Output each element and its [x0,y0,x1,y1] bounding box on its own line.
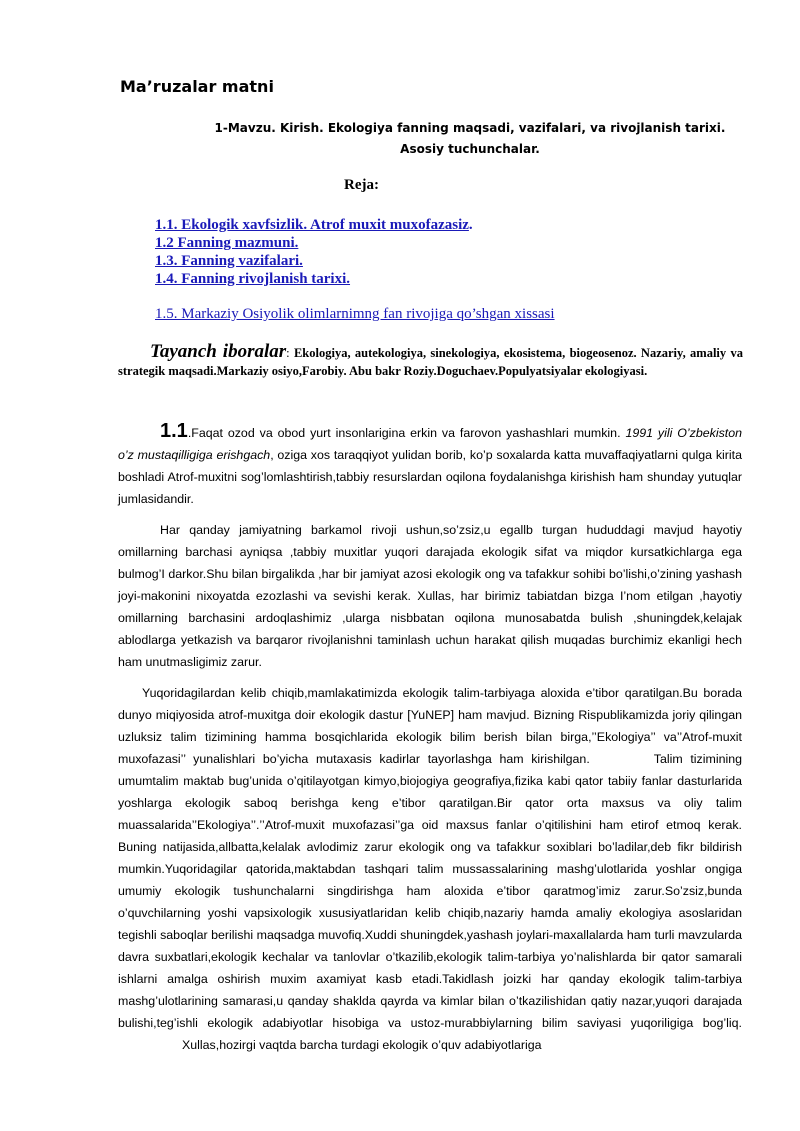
plan-link-1-5[interactable]: 1.5. Markaziy Osiyolik olimlarnimng fan rivojiga qo’shgan xissasi [155,306,555,322]
paragraph-1-end: , oziga xos taraqqiyot yulidan borib, ko’p soxalarda katta muvaffaqiyatlarni qulga kirita boshladi Atrof-muxitni sog’lomlashtirish,tabbiy resurslardan oqilona foydalanishga kirishish ham shunday yutuqlar jumlasidandir. [118,448,742,506]
paragraph-2: Har qanday jamiyatning barkamol rivoji ushun,so’zsiz,u egallb turgan hududdagi mavjud hayotiy omillarning barchasi ayniqsa ,tabbiy muxitlar yuqori darajada ekologik sifat va miqdor kursatkichlarga ega bulmog’I darkor.Shu bilan birgalikda ,har bir jamiyat azosi ekologik ong va tafakkur sohibi bo’lishi,o’zining yashash joyi-makonini nixoyatda ezozlashi va sevishi kerak. Xullas, har birimiz tabiatdan bizga I’nom etilgan ,hayotiy omillarning barchasini ardoqlashimiz ,ularga nisbbatan oqilona munosabatda bulish ,shuningdek,kelajak ablodlarga yetkazish va barqaror rivojlanishni taminlash uchun harakat qilish muqadas burchimiz ekanligi hech ham unutmasligimiz zarur. [118,523,742,669]
plan-link-1-1-label: 1.1. Ekologik xavfsizlik. Atrof muxit muxofazasiz [155,217,469,233]
key-terms [118,343,743,380]
paragraph-1-italic: 1991 yili O’zbekiston o’z mustaqilligiga erishgach [118,426,743,462]
plan-heading: Reja: [344,177,379,193]
plan-link-1-2[interactable]: 1.2 Fanning mazmuni. [155,235,299,251]
key-terms-colon: : [286,346,294,360]
plan-link-1-4[interactable]: 1.4. Fanning rivojlanish tarixi. [155,271,351,287]
plan-link-1-1-dot: . [468,217,473,233]
plan-list [155,216,555,323]
plan-link-1-3[interactable]: 1.3. Fanning vazifalari. [155,253,303,269]
page-title: Ma’ruzalar matni [120,77,274,96]
paragraph-1 [118,420,742,510]
key-terms-label: Tayanch iboralar [150,341,287,362]
paragraph-3-part-c: Xullas,hozirgi vaqtda barcha turdagi ekologik o’quv adabiyotlariga [182,1038,542,1052]
section-number: 1.1 [160,420,188,442]
paragraph-1-start: .Faqat ozod va obod yurt insonlarigina erkin va farovon yashashlari mumkin. [187,426,626,440]
paragraph-3-part-a: Yuqoridagilardan kelib chiqib,mamlakatimizda ekologik talim-tarbiyaga aloxida e’tibor qaratilgan.Bu borada dunyo miqiyosida atrof-muxitga doir ekologik dastur [YuNEP] ham mavjud. Bizning Rispublikamizda joriy qilingan uzluksiz talim tizimining hamma bosqichlarida ekologik bilim berish bilan birga,’’Ekologiya’’ va’’Atrof-muxit muxofazasi’’ yunalishlari bo’yicha mutaxasis kadirlar tayorlashga ham kirishilgan. [118,686,742,766]
key-terms-text: Ekologiya, autekologiya, sinekologiya, ekosistema, biogeosenoz. Nazariy, amaliy va strategik maqsadi.Markaziy osiyo,Farobiy. Abu bakr Roziy.Doguchaev.Populyatsiyalar ekologiyasi. [118,346,743,378]
plan-link-1-1[interactable] [155,216,555,234]
paragraph-3 [118,682,742,1056]
paragraph-3-part-b: Talim tizimining umumtalim maktab bug’unida o’qitilayotgan kimyo,biojogiya geografiya,fizika kabi qator tabiiy fanlar dasturlarida yoshlarga ekologik saboq berishga keng e’tibor qaratilgan.Bir qator orta maxsus va oliy talim muassalarida’’Ekologiya’’.’’Atrof-muxit muxofazasi’’ga oid maxsus fanlar o’qitilishini ham etirof etmoq kerak. Buning natijasida,allbatta,kelalak avlodimiz zarur ekologik ong va tafakkur soxiblari bo’ladilar,deb fikr bildirish mumkin.Yuqoridagilar qatorida,maktabdan tashqari talim mussassalarining mashg’ulotlarida yoshlar ongiga umumiy ekologik tushunchalarni singdirishga ham aloxida e’tibor qaratmog’imiz zarur.So’zsiz,bunda o’quvchilarning yoshi vapsixologik xususiyatlaridan kelib chiqib,nazariy hamda amaliy ekologiya asoslaridan tegishli saboqlar berilishi maqsadga muvofiq.Xuddi shuningdek,yashash joylari-maxallalarda ham turli mavzularda davra suxbatlari,ekologik kechalar va tanlovlar o’tkazilib,ekologik talim-tarbiya yo’nalishlarda bir qator samarali ishlarni amalga oshirish muxim axamiyat kasb etadi.Takidlash joizki har qanday ekologik talim-tarbiya mashg’ulotlarining samarasi,u qanday shaklda qayrda va kimlar bilan o’tkazilishidan qatiy nazar,yuqori darajada bulishi,teg’ishli ekologik adabiyotlar hisobiga va ustoz-murabbiylarning bilim saviyasi yuqoriligiga bog’liq. [118,752,742,1030]
topic-heading: 1-Mavzu. Kirish. Ekologiya fanning maqsadi, vazifalari, va rivojlanish tarixi. Asosiy tuchunchalar. [214,121,726,156]
body-text [118,420,742,1065]
